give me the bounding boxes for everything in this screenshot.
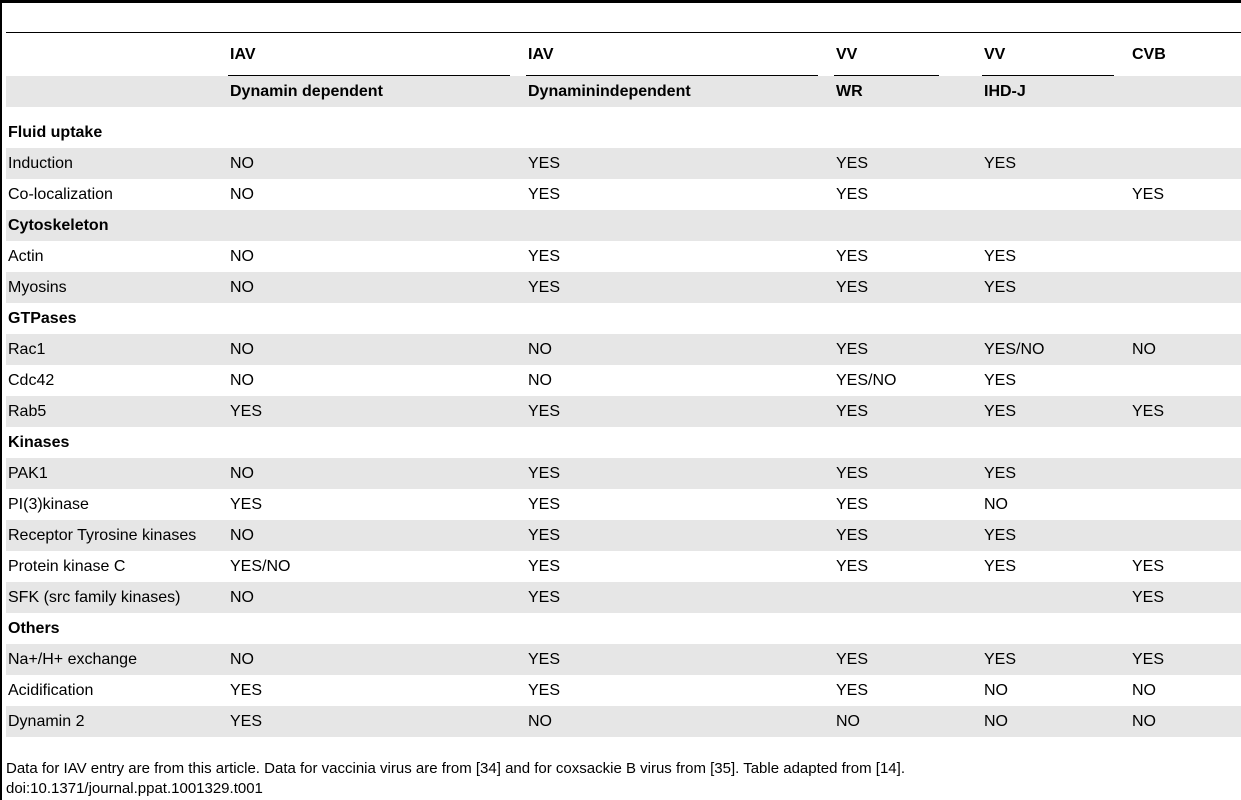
header-cell: IAV xyxy=(230,46,256,63)
table-cell: YES xyxy=(984,402,1017,420)
table-cell: YES xyxy=(836,185,869,203)
section-label: Cytoskeleton xyxy=(8,216,109,234)
row-label: Rac1 xyxy=(8,340,46,358)
section-row xyxy=(6,427,1241,458)
table-cell: NO xyxy=(1132,712,1156,730)
empty-cell xyxy=(228,117,526,148)
empty-cell xyxy=(1130,303,1241,334)
table-cell xyxy=(1130,489,1241,520)
table-cell: YES xyxy=(1132,588,1165,606)
table-cell: YES xyxy=(528,154,561,172)
data-table xyxy=(6,117,1241,737)
header-table xyxy=(6,40,1241,107)
subheader-cell: IHD-J xyxy=(984,82,1026,100)
row-label: PI(3)kinase xyxy=(8,495,89,513)
table-row xyxy=(6,582,1241,613)
table-cell xyxy=(834,582,982,613)
table-row xyxy=(6,241,1241,272)
header-cell: IAV xyxy=(528,46,554,63)
table-cell: NO xyxy=(528,712,552,730)
table-cell xyxy=(1130,458,1241,489)
empty-cell xyxy=(982,117,1130,148)
table-row xyxy=(6,334,1241,365)
table-cell: YES xyxy=(984,371,1017,389)
header-underline xyxy=(526,75,818,76)
footer-doi: doi:10.1371/journal.ppat.1001329.t001 xyxy=(6,780,263,797)
row-label: SFK (src family kinases) xyxy=(8,588,181,606)
table-cell: YES/NO xyxy=(984,340,1045,358)
row-label: Na+/H+ exchange xyxy=(8,650,137,668)
section-row xyxy=(6,303,1241,334)
table-row xyxy=(6,365,1241,396)
table-cell: NO xyxy=(528,371,552,389)
table-cell: NO xyxy=(836,712,860,730)
table-cell: NO xyxy=(528,340,552,358)
table-row xyxy=(6,489,1241,520)
row-label: Acidification xyxy=(8,681,94,699)
table-row xyxy=(6,520,1241,551)
row-label: Induction xyxy=(8,154,73,172)
table-cell: YES xyxy=(528,464,561,482)
empty-cell xyxy=(834,613,982,644)
table-row xyxy=(6,675,1241,706)
subheader-cell: Dynaminindependent xyxy=(528,82,691,100)
table-cell: NO xyxy=(230,526,254,544)
table-cell: YES xyxy=(984,526,1017,544)
table-cell: NO xyxy=(1132,340,1156,358)
table-cell: YES xyxy=(836,495,869,513)
table-row xyxy=(6,458,1241,489)
header-underline xyxy=(982,75,1114,76)
table-cell: YES/NO xyxy=(230,557,291,575)
table-cell: NO xyxy=(230,464,254,482)
table-cell: NO xyxy=(230,247,254,265)
footer-note: Data for IAV entry are from this article. Data for vaccinia virus are from [34] and for coxsackie B virus from [35]. Table adapted from [14]. xyxy=(6,760,905,777)
table-cell: NO xyxy=(230,340,254,358)
section-label: GTPases xyxy=(8,309,77,327)
empty-cell xyxy=(526,427,834,458)
table-row xyxy=(6,706,1241,737)
table-cell: YES/NO xyxy=(836,371,897,389)
table-cell: NO xyxy=(1132,681,1156,699)
table-cell: YES xyxy=(528,402,561,420)
empty-cell xyxy=(526,117,834,148)
table-cell: YES xyxy=(836,402,869,420)
table-row xyxy=(6,148,1241,179)
subheader-cell: Dynamin dependent xyxy=(230,82,383,100)
table-cell: YES xyxy=(528,588,561,606)
table-cell: YES xyxy=(836,464,869,482)
table-cell: YES xyxy=(230,402,263,420)
table-cell: YES xyxy=(836,681,869,699)
table-cell: YES xyxy=(528,185,561,203)
table-footer xyxy=(6,759,905,799)
table-cell: YES xyxy=(528,681,561,699)
table-row xyxy=(6,644,1241,675)
table-cell: YES xyxy=(1132,185,1165,203)
table-cell: YES xyxy=(528,247,561,265)
empty-cell xyxy=(1130,427,1241,458)
header-row-2 xyxy=(6,76,1241,107)
table-cell: NO xyxy=(230,650,254,668)
table-cell: YES xyxy=(836,557,869,575)
header-underline xyxy=(834,75,939,76)
table-cell xyxy=(982,179,1130,210)
table-cell: YES xyxy=(528,557,561,575)
table-cell xyxy=(1130,148,1241,179)
empty-cell xyxy=(982,303,1130,334)
row-label: Protein kinase C xyxy=(8,557,126,575)
header-cell: VV xyxy=(836,46,858,63)
table-cell: YES xyxy=(984,464,1017,482)
empty-cell xyxy=(526,210,834,241)
table-cell: YES xyxy=(1132,650,1165,668)
table-cell: YES xyxy=(984,247,1017,265)
table-cell xyxy=(982,582,1130,613)
table-cell: YES xyxy=(230,712,263,730)
row-label: Receptor Tyrosine kinases xyxy=(8,526,197,544)
table-top-rule xyxy=(6,32,1241,33)
table-cell: YES xyxy=(836,278,869,296)
table-cell: NO xyxy=(984,681,1008,699)
table-cell: NO xyxy=(984,495,1008,513)
table-cell: YES xyxy=(230,495,263,513)
table-cell: NO xyxy=(230,588,254,606)
section-label: Others xyxy=(8,619,60,637)
table-cell xyxy=(1130,241,1241,272)
table-cell: YES xyxy=(528,526,561,544)
table-row xyxy=(6,396,1241,427)
table-cell: YES xyxy=(528,278,561,296)
empty-cell xyxy=(228,210,526,241)
row-label: Cdc42 xyxy=(8,371,55,389)
table-cell: NO xyxy=(230,154,254,172)
table-cell: YES xyxy=(528,495,561,513)
row-label: Dynamin 2 xyxy=(8,712,85,730)
row-label: PAK1 xyxy=(8,464,48,482)
table-cell: NO xyxy=(230,371,254,389)
empty-cell xyxy=(834,210,982,241)
table-cell: YES xyxy=(836,340,869,358)
section-row xyxy=(6,613,1241,644)
table-cell xyxy=(1130,520,1241,551)
empty-cell xyxy=(1130,210,1241,241)
table-cell: YES xyxy=(1132,557,1165,575)
table-cell xyxy=(1130,272,1241,303)
table-row xyxy=(6,179,1241,210)
empty-cell xyxy=(1130,117,1241,148)
table-cell: NO xyxy=(230,185,254,203)
left-border-rule xyxy=(0,0,2,800)
empty-cell xyxy=(228,613,526,644)
empty-cell xyxy=(982,210,1130,241)
empty-cell xyxy=(834,427,982,458)
empty-cell xyxy=(1130,613,1241,644)
table-cell: NO xyxy=(984,712,1008,730)
table-row xyxy=(6,551,1241,582)
section-label: Kinases xyxy=(8,433,70,451)
empty-cell xyxy=(834,117,982,148)
table-cell: YES xyxy=(836,247,869,265)
subheader-cell xyxy=(6,76,228,107)
row-label: Actin xyxy=(8,247,44,265)
table-cell: YES xyxy=(984,650,1017,668)
table-cell: YES xyxy=(836,526,869,544)
table-cell: YES xyxy=(1132,402,1165,420)
subheader-cell: WR xyxy=(836,82,863,100)
table-cell: YES xyxy=(836,650,869,668)
row-label: Rab5 xyxy=(8,402,47,420)
table-row xyxy=(6,272,1241,303)
top-border-rule xyxy=(0,0,1241,3)
table-cell xyxy=(1130,365,1241,396)
row-label: Co-localization xyxy=(8,185,113,203)
empty-cell xyxy=(834,303,982,334)
subheader-cell xyxy=(1130,76,1241,107)
header-cell xyxy=(6,40,228,76)
header-cell: VV xyxy=(984,46,1006,63)
table-cell: YES xyxy=(984,154,1017,172)
empty-cell xyxy=(526,613,834,644)
empty-cell xyxy=(228,427,526,458)
empty-cell xyxy=(526,303,834,334)
table-cell: NO xyxy=(230,278,254,296)
section-row xyxy=(6,117,1241,148)
table-cell: YES xyxy=(984,278,1017,296)
header-row-1 xyxy=(6,40,1241,76)
empty-cell xyxy=(982,427,1130,458)
header-underline xyxy=(228,75,510,76)
section-label: Fluid uptake xyxy=(8,123,103,141)
table-cell: YES xyxy=(984,557,1017,575)
table-cell: YES xyxy=(230,681,263,699)
row-label: Myosins xyxy=(8,278,67,296)
table-cell: YES xyxy=(528,650,561,668)
table-cell: YES xyxy=(836,154,869,172)
header-cell: CVB xyxy=(1132,46,1166,63)
section-row xyxy=(6,210,1241,241)
empty-cell xyxy=(982,613,1130,644)
empty-cell xyxy=(228,303,526,334)
